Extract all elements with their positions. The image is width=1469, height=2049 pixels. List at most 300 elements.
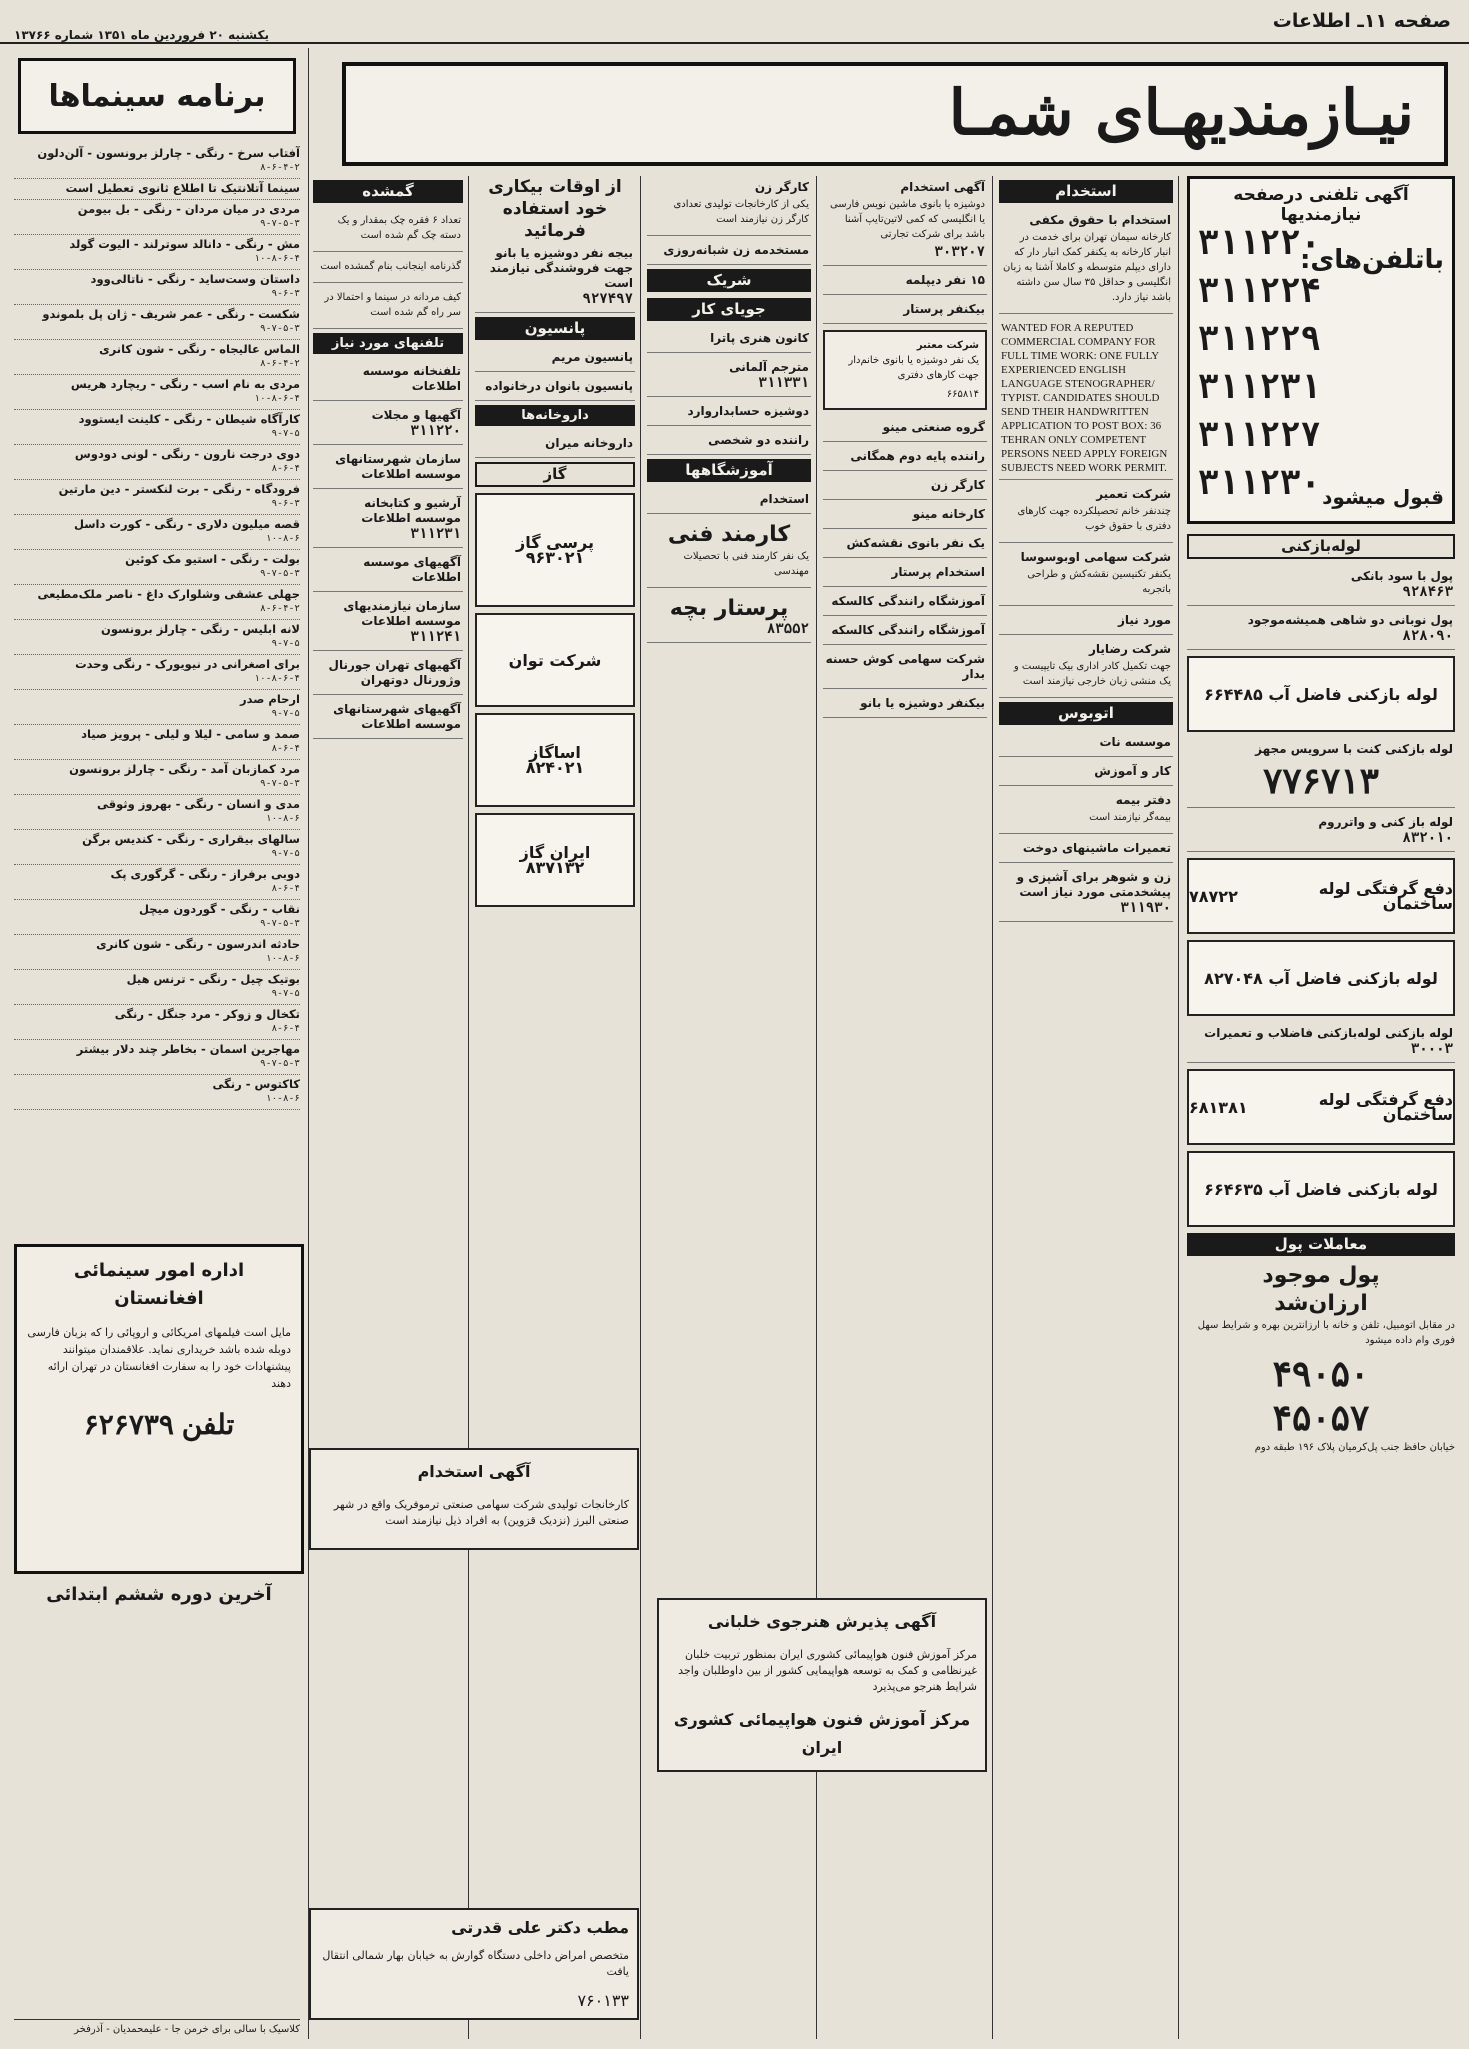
- classified-ad: [475, 242, 635, 313]
- classified-ad: [823, 298, 987, 324]
- ad-title: کار و آموزش: [1094, 764, 1171, 778]
- classified-ad: [999, 731, 1173, 757]
- classified-ad: [823, 269, 987, 295]
- logo-ad-text: ایران گاز: [519, 843, 591, 862]
- ad-title: مستخدمه زن شبانه‌روزی: [663, 243, 809, 257]
- ad-body: کیف مردانه در سینما و احتمالا در سر راه گم شده است: [324, 292, 461, 318]
- ad-phone: ۳۱۱۹۳۰: [1120, 901, 1171, 917]
- classified-ad: [1187, 1022, 1455, 1063]
- phone-number: ۳۱۱۲۳۰: [1198, 463, 1321, 503]
- ad-body: در مقابل اتومبیل، تلفن و خانه با ارزانترین بهره و شرایط سهل فوری وام داده میشود: [1197, 1320, 1455, 1346]
- section-head-pipes: لوله‌بازکنی: [1187, 534, 1455, 559]
- ad-body: مرکز آموزش فنون هواپیمائی کشوری ایران بمنظور تربیت خلبان غیرنظامی و کمک به توسعه هواپیمایی کشور از بین داوطلبان واجد شرایط هنرجو می‌پذیرد: [678, 1648, 977, 1693]
- column-employment: [999, 176, 1173, 2039]
- logo-ad: [1187, 940, 1455, 1016]
- cinema-film: کارآگاه شیطان - رنگی - کلینت ایستوود: [78, 412, 300, 426]
- cinema-schedule: ۹-۷-۵: [271, 638, 300, 649]
- ad-title: بیجه نفر دوشیزه یا بانو جهت فروشندگی نیازمند است: [489, 246, 633, 290]
- ad-title: راننده دو شخصی: [708, 433, 809, 447]
- ad-phone: ۸۳۷۱۳۲: [525, 858, 585, 877]
- column-lost-phones: [313, 176, 463, 1236]
- ad-phone: ۳۱۱۳۳۱: [758, 376, 809, 392]
- cinema-listing: [14, 970, 300, 1005]
- cinema-section-title: برنامه سینماها: [18, 58, 296, 134]
- ad-title: مورد نیاز: [1117, 613, 1171, 627]
- ad-phone: ۹۲۷۴۹۷: [582, 292, 633, 308]
- ad-title: آگهیهای موسسه اطلاعات: [363, 555, 461, 584]
- ad-body: جهت تکمیل کادر اداری بیک تایپیست و یک منشی زبان خارجی نیازمند است: [1013, 661, 1171, 687]
- column-rule: [468, 176, 469, 2039]
- cinema-schedule: ۱۰-۸-۶: [265, 953, 300, 964]
- cinema-listing: [14, 340, 300, 375]
- ad-title: آگهیهای شهرستانهای موسسه اطلاعات: [333, 702, 461, 731]
- ad-phone: ۹۶۳۰۲۱: [525, 548, 585, 567]
- ad-phone: تلفن ۶۲۶۷۳۹: [83, 1409, 235, 1440]
- logo-ad: [475, 813, 635, 907]
- classified-ad: [647, 517, 811, 588]
- cinema-footer: کلاسیک با سالی برای خرمن جا - علیمحمدیان - آذرفخر: [14, 2019, 300, 2035]
- ad-title: آگهی استخدام: [900, 180, 985, 194]
- classified-ad: [999, 483, 1173, 543]
- cinema-schedule: ۸-۶-۴: [271, 743, 300, 754]
- pilot-school-ad: [657, 1598, 987, 1772]
- cinema-film: برای اصغرانی در نیویورک - رنگی وحدت: [75, 657, 300, 671]
- ad-body: یک نفر کارمند فنی با تحصیلات مهندسی: [683, 551, 809, 577]
- ad-phone: ۷۶۰۱۳۳: [577, 1991, 629, 2010]
- ad-phone: ۶۶۴۴۸۵: [1204, 684, 1263, 704]
- cinema-listing: [14, 865, 300, 900]
- ad-body: خیابان حافظ جنب پل‌کرمیان پلاک ۱۹۶ طبقه دوم: [1254, 1442, 1455, 1453]
- classified-ad: [1187, 738, 1455, 808]
- ad-phone: ۸۳۲۰۱۰: [1402, 831, 1453, 847]
- phone-box-label: باتلفن‌های:: [1299, 245, 1444, 275]
- ad-body: یکنفر تکنیسین نقشه‌کش و طراحی باتجربه: [1027, 569, 1171, 595]
- classified-ad: [999, 789, 1173, 834]
- ad-title: کارگر زن: [754, 180, 809, 194]
- ad-phone: ۸۲۴۰۲۱: [525, 758, 585, 777]
- ad-title: تلفنخانه موسسه اطلاعات: [362, 364, 461, 393]
- ad-title: راننده پایه دوم همگانی: [850, 449, 985, 463]
- cinema-schedule: ۹-۷-۵: [271, 848, 300, 859]
- section-head-gas: گاز: [475, 462, 635, 487]
- classified-ad: [647, 356, 811, 397]
- classified-ad: [647, 327, 811, 353]
- section-head-bus: اتوبوس: [999, 702, 1173, 725]
- logo-ad-text: دفع گرفتگی لوله ساختمان: [1318, 879, 1453, 913]
- classified-ad: [647, 176, 811, 236]
- classified-ad: [823, 590, 987, 616]
- cinema-schedule: ۸-۶-۴: [271, 1023, 300, 1034]
- ad-title: شرکت معتبر: [916, 340, 979, 351]
- english-ad: WANTED FOR A REPUTED COMMERCIAL COMPANY FOR FULL TIME WORK: ONE FULLY EXPERIENCED ENGLISH LANGUAGE STENOGRAPHER/ TYPIST. CANDIDATES SHOULD SEND THEIR HANDWRITTEN APPLICATION TO POST BOX: 36 TEHRAN ONLY COMPETENT PERSONS NEED APPLY FOREIGN SUBJECTS NEED WORK PERMIT.: [999, 317, 1173, 480]
- cinema-listing: [14, 1075, 300, 1110]
- phone-number-list: [1198, 219, 1348, 507]
- cinema-schedule: ۸-۶-۴: [271, 463, 300, 474]
- logo-ad: [475, 493, 635, 607]
- cinema-film: بولت - رنگی - استیو مک کوئین: [125, 552, 300, 566]
- ad-phone: ۳۱۱۲۳۱: [410, 527, 461, 543]
- ad-title: لوله باز کنی و واترروم: [1318, 815, 1453, 829]
- cinema-listing: [14, 550, 300, 585]
- ad-title: پانسیون مریم: [551, 350, 633, 364]
- classified-ad: [823, 648, 987, 689]
- ad-body: دوشیزه یا بانوی ماشین نویس فارسی یا انگلیسی که کمی لاتین‌تایپ آشنا باشد برای شرکت تجارتی: [829, 199, 985, 240]
- cinema-listing: [14, 655, 300, 690]
- ad-phone: ۶۶۵۸۱۴: [946, 389, 979, 400]
- ad-body: بیمه‌گر نیازمند است: [1089, 812, 1171, 823]
- ad-phone: ۸۲۸۰۹۰: [1402, 629, 1453, 645]
- ad-headline: پول موجود: [1262, 1263, 1380, 1288]
- ad-headline: از اوقات بیکاری خود استفاده فرمائید: [488, 177, 622, 241]
- classified-ad: [823, 474, 987, 500]
- ad-title: دوشیزه حسابداروارد: [687, 404, 809, 418]
- ad-phone: ۳۱۱۲۲۰: [410, 424, 461, 440]
- classified-ad: [1187, 811, 1455, 852]
- classified-ad: [313, 595, 463, 651]
- page-label: صفحه ۱۱ـ اطلاعات: [1272, 10, 1451, 32]
- column-rule: [1178, 176, 1179, 2039]
- cinema-schedule: ۱۰-۸-۶-۴: [254, 673, 300, 684]
- ad-title: شرکت رضایار: [1088, 642, 1171, 656]
- cinema-listing: [14, 830, 300, 865]
- ad-title: پول با سود بانکی: [1350, 569, 1453, 583]
- ad-body: گذرنامه اینجانب بنام گمشده است: [320, 261, 461, 272]
- ad-body: مایل است فیلمهای امریکائی و اروپائی را که بزبان فارسی دوبله شده باشد خریداری نماید. علاقمندان میتوانند پیشنهادات خود را به سفارت افغانستان در تهران ارائه دهند: [27, 1326, 291, 1390]
- ad-title: سازمان نیازمندیهای موسسه اطلاعات: [343, 599, 461, 628]
- ad-phone: ۷۷۶۷۱۳: [1262, 760, 1379, 801]
- ad-phone: ۸۳۵۵۲: [766, 622, 809, 638]
- cinema-schedule: ۸-۶-۴: [271, 883, 300, 894]
- logo-ad-text: لوله بازکنی فاضل آب: [1268, 968, 1438, 988]
- phone-number: ۳۱۱۲۲۷: [1198, 415, 1321, 455]
- ad-phone: ۶۸۱۳۸۱: [1189, 1097, 1248, 1117]
- ad-title: تعمیرات ماشینهای دوخت: [1022, 841, 1171, 855]
- cinema-film: بوتیک چیل - رنگی - ترنس هیل: [126, 972, 300, 986]
- ad-body: چندنفر خانم تحصیلکرده جهت کارهای دفتری با حقوق خوب: [1017, 506, 1171, 532]
- column-ads-5: [475, 176, 635, 2039]
- cinema-listing: [14, 760, 300, 795]
- cinema-schedule: ۸-۶-۴-۲: [260, 358, 300, 369]
- ad-title: استخدام پرستار: [891, 565, 985, 579]
- cinema-schedule: ۹-۷-۵-۳: [260, 778, 300, 789]
- cinema-listing: [14, 725, 300, 760]
- cinema-schedule: ۱۰-۸-۶-۴: [254, 393, 300, 404]
- cinema-film: مرد کمازبان آمد - رنگی - چارلز برونسون: [69, 762, 300, 776]
- classified-ad: [647, 488, 811, 514]
- classified-ad: [647, 591, 811, 643]
- cinema-film: الماس عالیجاه - رنگی - شون کانری: [99, 342, 300, 356]
- cinema-schedule: ۹-۷-۵: [271, 428, 300, 439]
- cinema-schedule: ۱۰-۸-۶: [265, 1093, 300, 1104]
- cinema-film: ارحام صدر: [240, 692, 300, 706]
- classified-ad: [313, 404, 463, 445]
- ad-title: سازمان شهرستانهای موسسه اطلاعات: [335, 452, 461, 481]
- classified-ad: [999, 209, 1173, 314]
- classified-ad: [313, 360, 463, 401]
- ad-phone: ۳۰۰۰۳: [1410, 1042, 1453, 1058]
- ad-body: یک نفر دوشیزه یا بانوی خانم‌دار جهت کارهای دفتری: [848, 355, 979, 381]
- logo-ad: [1187, 1151, 1455, 1227]
- classified-ad: [313, 654, 463, 695]
- cinema-schedule: ۹-۶-۳: [271, 288, 300, 299]
- logo-ad-text: لوله بازکنی فاضل آب: [1268, 684, 1438, 704]
- ad-title: آموزشگاه رانندگی کالسکه: [831, 623, 985, 637]
- ad-title: یک نفر بانوی نقشه‌کش: [846, 536, 985, 550]
- cinema-schedule: ۹-۶-۳: [271, 498, 300, 509]
- classified-ad: [475, 375, 635, 401]
- cinema-film: لانه ابلیس - رنگی - چارلز برونسون: [101, 622, 300, 636]
- classified-ad: [999, 609, 1173, 635]
- ad-headline: آگهی پذیرش هنرجوی خلبانی: [707, 1612, 937, 1631]
- ad-body: کارخانجات تولیدی شرکت سهامی صنعتی ترموفریک واقع در شهر صنعتی البرز (نزدیک قزوین) به افراد ذیل نیازمند است: [333, 1498, 629, 1527]
- boxed-ad: [823, 330, 987, 410]
- ad-body: یکی از کارخانجات تولیدی تعدادی کارگر زن نیازمند است: [673, 199, 809, 225]
- cinema-listing: [14, 935, 300, 970]
- doctor-ad: [309, 1908, 639, 2020]
- ad-title: پانسیون بانوان درخانواده: [485, 379, 633, 393]
- cinema-film: تکخال و زوکر - مرد جنگل - رنگی: [114, 1007, 300, 1021]
- ad-title: لوله بازکنی کنت با سرویس مجهز: [1255, 742, 1453, 756]
- ad-title: آرشیو و کتابخانه موسسه اطلاعات: [361, 496, 461, 525]
- cinema-listing: [14, 690, 300, 725]
- ad-headline: آگهی استخدام: [417, 1462, 531, 1481]
- cinema-listing: [14, 795, 300, 830]
- cinema-listing: [14, 270, 300, 305]
- ad-body: متخصص امراض داخلی دستگاه گوارش به خیابان بهار شمالی انتقال یافت: [322, 1949, 629, 1978]
- classified-ad: [313, 255, 463, 283]
- cinema-schedule: ۸-۶-۴-۲: [260, 603, 300, 614]
- cinema-listing: [14, 375, 300, 410]
- classified-ad: [475, 432, 635, 458]
- section-head-pharmacy: داروخانه‌ها: [475, 405, 635, 426]
- logo-ad-text: پرسی گاز: [516, 533, 594, 552]
- cinema-film: آفتاب سرخ - رنگی - چارلز برونسون - آلن‌دلون: [37, 146, 300, 160]
- phone-number: ۳۱۱۲۳۱: [1198, 367, 1321, 407]
- cinema-listing: [14, 1005, 300, 1040]
- classified-ad: [1187, 565, 1455, 606]
- ad-title: شرکت سهامی کوش حسنه بدار: [825, 652, 985, 681]
- ad-title: شرکت تعمیر: [1096, 487, 1171, 501]
- logo-ad: [475, 713, 635, 807]
- phone-number: ۳۱۱۲۲۹: [1198, 319, 1321, 359]
- cinema-schedule: ۹-۷-۵-۳: [260, 323, 300, 334]
- logo-ad-text: لوله بازکنی فاضل آب: [1268, 1179, 1438, 1199]
- cinema-schedule: ۹-۷-۵-۳: [260, 218, 300, 229]
- ad-title: آگهیها و مجلات: [371, 408, 461, 422]
- logo-ad-text: شرکت توان: [508, 650, 602, 670]
- classified-ad: [313, 286, 463, 329]
- ad-title: ۱۵ نفر دیپلمه: [905, 273, 985, 287]
- ad-title: شرکت سهامی اوبوسوسا: [1020, 550, 1171, 564]
- classified-ad: [999, 866, 1173, 922]
- cinema-film: حادثه اندرسون - رنگی - شون کانری: [96, 937, 300, 951]
- classified-ad: [823, 176, 987, 266]
- ad-title: گروه صنعتی مینو: [882, 420, 985, 434]
- section-head-pension: پانسیون: [475, 317, 635, 340]
- cinema-film: سینما آتلانتیک تا اطلاع ثانوی تعطیل است: [65, 181, 300, 195]
- ad-title: آموزشگاه رانندگی کالسکه: [831, 594, 985, 608]
- cinema-listing: [14, 144, 300, 179]
- classifieds-banner: [342, 62, 1448, 166]
- ad-title: مترجم آلمانی: [729, 360, 809, 374]
- cinema-list: [14, 144, 300, 1110]
- cinema-schedule: ۱۰-۸-۶: [265, 533, 300, 544]
- classified-ad: [823, 561, 987, 587]
- cinema-schedule: ۹-۷-۵-۳: [260, 568, 300, 579]
- employment-ad: [309, 1448, 639, 1550]
- ad-headline: مرکز آموزش فنون هواپیمائی کشوری ایران: [673, 1710, 971, 1757]
- logo-ad-text: دفع گرفتگی لوله ساختمان: [1318, 1090, 1453, 1124]
- ad-title: داروخانه میران: [545, 436, 633, 450]
- cinema-listing: [14, 1040, 300, 1075]
- classified-ad: [823, 692, 987, 718]
- column-rule: [992, 176, 993, 2039]
- cinema-listing: [14, 445, 300, 480]
- classified-ad: [313, 209, 463, 252]
- cinema-film: مهاجرین اسمان - بخاطر چند دلار بیشتر: [76, 1042, 300, 1056]
- ad-body: کارخانه سیمان تهران برای خدمت در انبار کارخانه به یکنفر کمک انبار دار که دارای دیپلم متوسطه و کاملا آشنا به زبان انگلیسی و حداقل ۳۵ سال سن داشته باشد نیاز دارد.: [1003, 232, 1171, 303]
- phone-box-accept: قبول میشود: [1322, 485, 1444, 509]
- ad-title: بیکنفر دوشیزه یا بانو: [860, 696, 985, 710]
- ad-title: مطب دکتر علی قدرتی: [451, 1918, 629, 1937]
- classified-ad: [313, 492, 463, 548]
- cinema-film: نقاب - رنگی - گوردون میچل: [138, 902, 300, 916]
- classified-ad: [823, 445, 987, 471]
- cinema-schedule: ۸-۶-۴-۲: [260, 162, 300, 173]
- cinema-film: داستان وست‌ساید - رنگی - ناتالی‌وود: [90, 272, 300, 286]
- logo-ad-text: اساگاز: [529, 743, 581, 762]
- cinema-listing: [14, 410, 300, 445]
- classified-ad: [999, 546, 1173, 606]
- cinema-film: کاکتوس - رنگی: [212, 1077, 300, 1091]
- cinema-film: سالهای بیقراری - رنگی - کندیس برگن: [82, 832, 300, 846]
- section-head-employment: استخدام: [999, 180, 1173, 203]
- cinema-listing: [14, 900, 300, 935]
- column-cinema: [14, 48, 300, 1238]
- cinema-listing: [14, 585, 300, 620]
- classified-ad: [999, 760, 1173, 786]
- classified-ad: [313, 448, 463, 489]
- phone-box-intro: آگهی تلفنی درصفحه نیازمندیها: [1233, 185, 1409, 225]
- classified-ad: [823, 503, 987, 529]
- classified-ad: [313, 551, 463, 592]
- cinema-listing: [14, 305, 300, 340]
- column-rule: [640, 176, 641, 2039]
- ad-headline: پرستار بچه: [669, 596, 789, 621]
- page-header: [0, 0, 1469, 44]
- cinema-film: شکست - رنگی - عمر شریف - ژان پل بلموندو: [42, 307, 300, 321]
- phone-ad-box: [1187, 176, 1455, 524]
- cinema-film: صمد و سامی - لیلا و لیلی - پرویز صیاد: [81, 727, 300, 741]
- afghan-cinema-ad: [14, 1244, 304, 1574]
- classified-ad: [647, 239, 811, 265]
- cinema-film: مردی در میان مردان - رنگی - بل بیومن: [77, 202, 300, 216]
- ad-title: استخدام با حقوق مکفی: [1029, 213, 1171, 227]
- cinema-schedule: ۱۰-۸-۶-۴: [254, 253, 300, 264]
- ad-headline: ارزان‌شد: [1274, 1291, 1368, 1316]
- cinema-schedule: ۹-۷-۵: [271, 988, 300, 999]
- cinema-film: فرودگاه - رنگی - برت لنکستر - دین مارتین: [58, 482, 300, 496]
- phone-number: ۳۱۱۲۲۴: [1198, 271, 1321, 311]
- classified-ad: [823, 416, 987, 442]
- cinema-film: جهلی عشقی وشلوارک داغ - ناصر ملک‌مطیعی: [37, 587, 300, 601]
- column-rule: [308, 48, 309, 2039]
- logo-ad: [475, 613, 635, 707]
- logo-ad: [1187, 858, 1455, 934]
- cinema-schedule: ۹-۷-۵-۳: [260, 1058, 300, 1069]
- ad-phone: ۹۲۸۴۶۳: [1402, 585, 1453, 601]
- ad-phone: ۳۱۱۲۴۱: [410, 630, 461, 646]
- ad-headline: کارمند فنی: [667, 522, 791, 547]
- ad-phone: ۴۹۰۵۰: [1272, 1353, 1370, 1394]
- classified-ad: [647, 429, 811, 455]
- ad-body: تعداد ۶ فقره چک بمقدار و یک دسته چک گم شده است: [337, 215, 461, 241]
- cinema-schedule: ۱۰-۸-۶: [265, 813, 300, 824]
- section-head-phones: تلفنهای مورد نیاز: [313, 333, 463, 354]
- ad-title: آگهیهای تهران جورنال وژورنال دوتهران: [328, 658, 461, 687]
- section-head-schools: آموزشگاهها: [647, 459, 811, 482]
- banner-title: نیـازمندیهـای شمـا: [948, 76, 1414, 149]
- ad-phone: ۳۰۳۲۰۷: [934, 245, 985, 261]
- cinema-film: مدی و انسان - رنگی - بهروز وثوقی: [96, 797, 300, 811]
- classified-ad: [999, 837, 1173, 863]
- cinema-listing: [14, 620, 300, 655]
- ad-title: کانون هنری پاترا: [710, 331, 809, 345]
- course-ad-title: آخرین دوره ششم ابتدائی: [46, 1584, 272, 1605]
- cinema-schedule: ۹-۷-۵: [271, 708, 300, 719]
- cinema-listing: [14, 179, 300, 200]
- classified-ad: [313, 698, 463, 739]
- cinema-listing: [14, 235, 300, 270]
- cinema-film: مردی به نام اسب - رنگی - ریچارد هریس: [70, 377, 300, 391]
- classified-ad: [475, 346, 635, 372]
- date-line: یکشنبه ۲۰ فروردین ماه ۱۳۵۱ شماره ۱۳۷۶۶: [14, 28, 269, 42]
- ad-title: پول نوبانی دو شاهی همیشه‌موجود: [1247, 613, 1453, 627]
- cinema-listing: [14, 200, 300, 235]
- ad-title: استخدام: [759, 492, 809, 506]
- classified-ad: [823, 619, 987, 645]
- cinema-film: مش - رنگی - دانالد سوترلند - الیوت گولد: [69, 237, 300, 251]
- phone-number: ۳۱۱۲۲۰: [1198, 223, 1321, 263]
- ad-title: زن و شوهر برای آشپزی و پیشخدمتی مورد نیاز است: [1016, 870, 1171, 899]
- ad-phone: ۷۸۷۲۲: [1189, 886, 1238, 906]
- column-money-pipes: [1187, 530, 1455, 2039]
- section-head-job-seeker: جویای کار: [647, 298, 811, 321]
- classified-ad: [999, 638, 1173, 698]
- cinema-listing: [14, 480, 300, 515]
- section-head-partner: شریک: [647, 269, 811, 292]
- cinema-listing: [14, 515, 300, 550]
- logo-ad: [1187, 1069, 1455, 1145]
- section-head-lost: گمشده: [313, 180, 463, 203]
- ad-phone: ۸۲۷۰۴۸: [1204, 968, 1263, 988]
- ad-title: کارخانه مینو: [912, 507, 985, 521]
- ad-title: لوله بازکنی لوله‌بازکنی فاضلاب و تعمیرات: [1204, 1026, 1453, 1040]
- cinema-film: قصه میلیون دلاری - رنگی - کورت داسل: [73, 517, 300, 531]
- classified-ad: [1187, 609, 1455, 650]
- ad-phone: ۴۵۰۵۷: [1272, 1397, 1370, 1438]
- section-head-money: معاملات پول: [1187, 1233, 1455, 1256]
- classified-ad: [823, 532, 987, 558]
- ad-headline: اداره امور سینمائی افغانستان: [73, 1260, 245, 1309]
- cinema-film: دوی درجت نارون - رنگی - لونی دودوس: [74, 447, 300, 461]
- ad-title: کارگر زن: [930, 478, 985, 492]
- ad-phone: ۶۶۴۶۳۵: [1204, 1179, 1263, 1199]
- ad-title: دفتر بیمه: [1115, 793, 1171, 807]
- ad-title: بیکنفر پرستار: [903, 302, 985, 316]
- ad-title: موسسه نات: [1099, 735, 1171, 749]
- cinema-film: دوبی برفراز - رنگی - گرگوری پک: [110, 867, 300, 881]
